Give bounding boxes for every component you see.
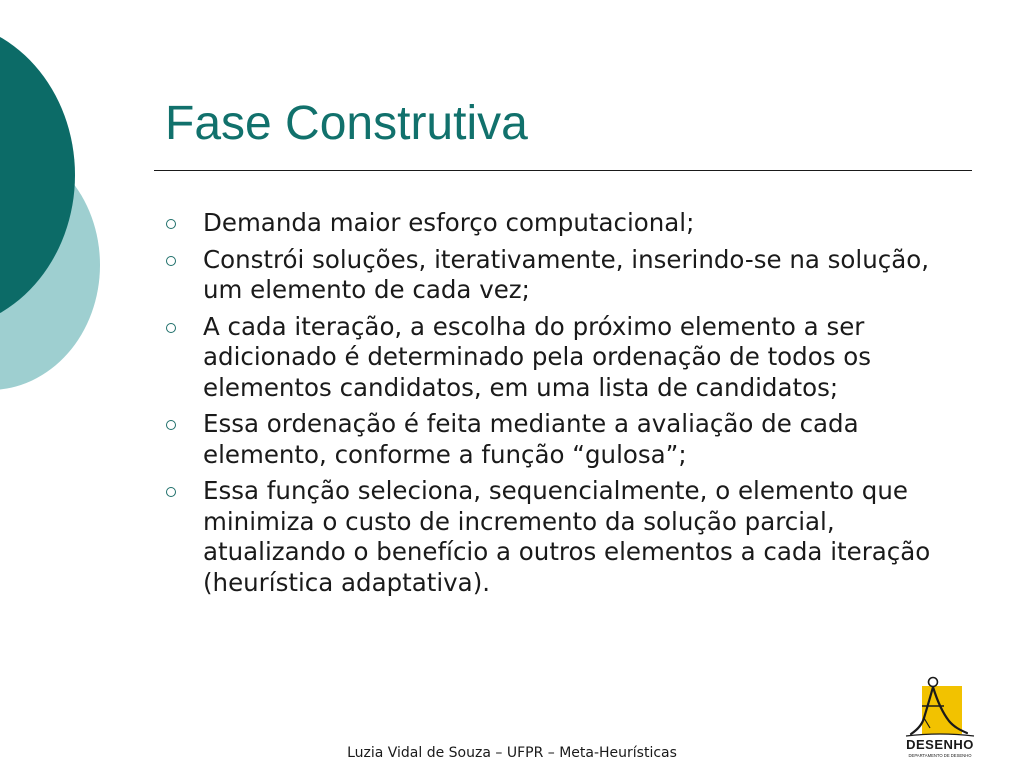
bullet-text: Constrói soluções, iterativamente, inserindo-se na solução, um elemento de cada vez;: [203, 244, 930, 304]
bullet-text: Essa ordenação é feita mediante a avaliação de cada elemento, conforme a função “gulosa”;: [203, 409, 859, 469]
bullet-text: Demanda maior esforço computacional;: [203, 208, 695, 237]
hollow-circle-bullet-icon: [166, 487, 176, 497]
slide-footer: Luzia Vidal de Souza – UFPR – Meta-Heurísticas: [347, 745, 677, 761]
bullet-text: A cada iteração, a escolha do próximo elemento a ser adicionado é determinado pela ordenação de todos os elementos candidatos, em uma lista de candidatos;: [203, 311, 872, 402]
bullet-text: Essa função seleciona, sequencialmente, o elemento que minimiza o custo de incremento da solução parcial, atualizando o benefício a outros elementos a cada iteração (heurística adaptativa).: [203, 476, 931, 597]
hollow-circle-bullet-icon: [166, 420, 176, 430]
logo-name: DESENHO: [906, 737, 974, 752]
bullet-item: [165, 409, 970, 470]
bullet-item: [165, 208, 970, 239]
bullet-item: [165, 312, 970, 404]
bullet-list: [165, 208, 970, 604]
bullet-item: [165, 245, 970, 306]
hollow-circle-bullet-icon: [166, 323, 176, 333]
logo-subtitle: DEPARTAMENTO DE DESENHO: [908, 753, 972, 758]
title-divider: [154, 170, 972, 171]
slide-title: Fase Construtiva: [165, 97, 528, 150]
bullet-item: [165, 476, 970, 598]
hollow-circle-bullet-icon: [166, 256, 176, 266]
hollow-circle-bullet-icon: [166, 219, 176, 229]
